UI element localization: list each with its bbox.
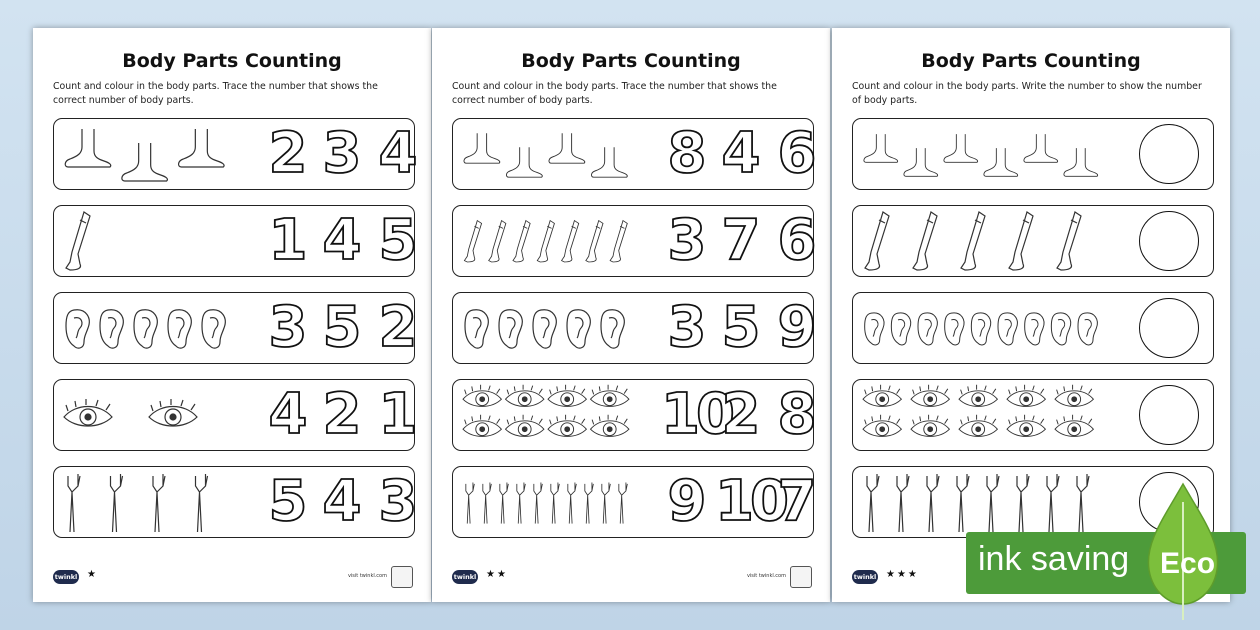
trace-number[interactable]: 4 bbox=[268, 382, 304, 447]
arm-icon bbox=[568, 482, 577, 523]
eye-icon bbox=[548, 415, 586, 437]
leg-icon bbox=[464, 221, 481, 262]
trace-number[interactable]: 4 bbox=[378, 121, 414, 186]
counting-row-leg bbox=[53, 205, 415, 277]
trace-number[interactable]: 10 bbox=[661, 382, 731, 447]
counting-row-eye bbox=[452, 379, 814, 451]
eye-icon bbox=[506, 415, 544, 437]
ear-icon bbox=[918, 313, 937, 345]
eye-icon bbox=[863, 385, 901, 407]
eye-icon bbox=[591, 385, 629, 407]
worksheet-title: Body Parts Counting bbox=[921, 50, 1141, 72]
ear-icon bbox=[945, 313, 964, 345]
arm-icon bbox=[1077, 474, 1089, 532]
difficulty-stars: ★ bbox=[87, 569, 98, 580]
worksheet-instructions: Count and colour in the body parts. Write the number to show the number of body parts. bbox=[852, 81, 1202, 106]
trace-number[interactable]: 1 bbox=[268, 208, 304, 273]
ear-icon bbox=[499, 310, 522, 348]
counting-row-eye bbox=[852, 379, 1214, 451]
arm-icon bbox=[957, 474, 969, 532]
counting-row-arm bbox=[53, 466, 415, 538]
foot-icon bbox=[984, 148, 1018, 176]
trace-number[interactable]: 7 bbox=[721, 208, 757, 273]
eye-icon bbox=[959, 415, 997, 437]
trace-number[interactable]: 6 bbox=[777, 208, 813, 273]
arm-icon bbox=[619, 482, 628, 523]
ear-icon bbox=[168, 310, 191, 348]
arm-icon bbox=[500, 482, 509, 523]
visit-link: visit twinkl.com bbox=[746, 573, 786, 579]
trace-number[interactable]: 7 bbox=[777, 469, 813, 534]
difficulty-stars: ★★ bbox=[486, 569, 508, 580]
leg-icon bbox=[66, 212, 90, 270]
arm-icon bbox=[483, 482, 492, 523]
counting-row-arm bbox=[452, 466, 814, 538]
trace-number[interactable]: 3 bbox=[378, 469, 414, 534]
ear-icon bbox=[66, 310, 89, 348]
arm-icon bbox=[1047, 474, 1059, 532]
trace-number[interactable]: 5 bbox=[322, 295, 358, 360]
counting-row-eye bbox=[53, 379, 415, 451]
trace-number[interactable]: 2 bbox=[322, 382, 358, 447]
arm-icon bbox=[517, 482, 526, 523]
ear-icon bbox=[891, 313, 910, 345]
difficulty-stars: ★★★ bbox=[886, 569, 919, 580]
trace-number[interactable]: 2 bbox=[378, 295, 414, 360]
counting-row-leg bbox=[852, 205, 1214, 277]
foot-icon bbox=[179, 129, 225, 167]
trace-number[interactable]: 2 bbox=[268, 121, 304, 186]
worksheet-title: Body Parts Counting bbox=[122, 50, 342, 72]
arm-icon bbox=[867, 474, 879, 532]
foot-icon bbox=[65, 129, 111, 167]
trace-number[interactable]: 2 bbox=[721, 382, 757, 447]
ear-icon bbox=[100, 310, 123, 348]
trace-number[interactable]: 3 bbox=[268, 295, 304, 360]
ear-icon bbox=[1051, 313, 1070, 345]
leg-icon bbox=[865, 212, 889, 270]
ink-saving-label: ink saving bbox=[978, 540, 1130, 578]
foot-icon bbox=[549, 133, 585, 163]
eye-icon bbox=[1007, 385, 1045, 407]
eye-icon bbox=[548, 385, 586, 407]
answer-circle[interactable] bbox=[1139, 385, 1199, 445]
arm-icon bbox=[897, 474, 909, 532]
quality-badge-icon bbox=[790, 566, 812, 588]
quality-badge-icon bbox=[391, 566, 413, 588]
leg-icon bbox=[961, 212, 985, 270]
eye-icon bbox=[463, 385, 501, 407]
eye-icon bbox=[1055, 415, 1093, 437]
eye-icon bbox=[149, 399, 197, 426]
arm-icon bbox=[551, 482, 560, 523]
worksheet-instructions: Count and colour in the body parts. Trace the number that shows the correct number of body parts. bbox=[53, 81, 378, 106]
answer-circle[interactable] bbox=[1139, 124, 1199, 184]
twinkl-logo: twinkl bbox=[852, 570, 878, 584]
leg-icon bbox=[913, 212, 937, 270]
foot-icon bbox=[1024, 134, 1058, 162]
eye-icon bbox=[911, 415, 949, 437]
visit-link: visit twinkl.com bbox=[347, 573, 387, 579]
arm-icon bbox=[1017, 474, 1029, 532]
eye-icon bbox=[1007, 415, 1045, 437]
eye-icon bbox=[506, 385, 544, 407]
arm-icon bbox=[68, 474, 80, 532]
eye-icon bbox=[911, 385, 949, 407]
foot-icon bbox=[944, 134, 978, 162]
trace-number[interactable]: 4 bbox=[322, 208, 358, 273]
arm-icon bbox=[927, 474, 939, 532]
counting-row-foot bbox=[852, 118, 1214, 190]
trace-number[interactable]: 5 bbox=[268, 469, 304, 534]
trace-number[interactable]: 8 bbox=[667, 121, 703, 186]
arm-icon bbox=[466, 482, 475, 523]
arm-icon bbox=[534, 482, 543, 523]
foot-icon bbox=[904, 148, 938, 176]
ear-icon bbox=[1078, 313, 1097, 345]
foot-icon bbox=[464, 133, 500, 163]
leg-icon bbox=[610, 221, 627, 262]
worksheet-footer bbox=[53, 568, 413, 588]
ear-icon bbox=[533, 310, 556, 348]
leg-icon bbox=[537, 221, 554, 262]
leg-icon bbox=[562, 221, 579, 262]
foot-icon bbox=[506, 147, 542, 177]
trace-number[interactable]: 9 bbox=[777, 295, 813, 360]
eco-badge-label: Eco bbox=[1160, 547, 1216, 580]
trace-number[interactable]: 3 bbox=[667, 295, 703, 360]
counting-row-ear bbox=[452, 292, 814, 364]
ear-icon bbox=[865, 313, 884, 345]
arm-icon bbox=[987, 474, 999, 532]
foot-icon bbox=[864, 134, 898, 162]
ear-icon bbox=[1025, 313, 1044, 345]
trace-number[interactable]: 4 bbox=[322, 469, 358, 534]
leg-icon bbox=[1009, 212, 1033, 270]
counting-row-ear bbox=[53, 292, 415, 364]
trace-number[interactable]: 3 bbox=[667, 208, 703, 273]
ear-icon bbox=[134, 310, 157, 348]
foot-icon bbox=[1064, 148, 1098, 176]
trace-number[interactable]: 10 bbox=[715, 469, 785, 534]
trace-number[interactable]: 5 bbox=[378, 208, 414, 273]
worksheet-2 bbox=[432, 28, 830, 602]
ear-icon bbox=[567, 310, 590, 348]
eye-icon bbox=[1055, 385, 1093, 407]
ear-icon bbox=[601, 310, 624, 348]
eye-icon bbox=[591, 415, 629, 437]
eye-icon bbox=[959, 385, 997, 407]
leg-icon bbox=[489, 221, 506, 262]
arm-icon bbox=[196, 474, 208, 532]
twinkl-logo: twinkl bbox=[53, 570, 79, 584]
arm-icon bbox=[153, 474, 165, 532]
trace-number[interactable]: 4 bbox=[721, 121, 757, 186]
trace-number[interactable]: 5 bbox=[721, 295, 757, 360]
foot-icon bbox=[591, 147, 627, 177]
eye-icon bbox=[463, 415, 501, 437]
answer-circle[interactable] bbox=[1139, 211, 1199, 271]
leg-icon bbox=[586, 221, 603, 262]
trace-number[interactable]: 8 bbox=[777, 382, 813, 447]
leg-icon bbox=[513, 221, 530, 262]
counting-row-foot bbox=[53, 118, 415, 190]
trace-number[interactable]: 1 bbox=[378, 382, 414, 447]
ear-icon bbox=[971, 313, 990, 345]
worksheet-title: Body Parts Counting bbox=[521, 50, 741, 72]
counting-row-foot bbox=[452, 118, 814, 190]
ear-icon bbox=[202, 310, 225, 348]
trace-number[interactable]: 9 bbox=[667, 469, 703, 534]
worksheet-instructions: Count and colour in the body parts. Trace the number that shows the correct number of body parts. bbox=[452, 81, 777, 106]
arm-icon bbox=[602, 482, 611, 523]
counting-row-ear bbox=[852, 292, 1214, 364]
counting-row-leg bbox=[452, 205, 814, 277]
eye-icon bbox=[863, 415, 901, 437]
worksheet-1 bbox=[33, 28, 431, 602]
answer-circle[interactable] bbox=[1139, 298, 1199, 358]
trace-number[interactable]: 3 bbox=[322, 121, 358, 186]
ear-icon bbox=[998, 313, 1017, 345]
foot-icon bbox=[122, 143, 168, 181]
worksheet-footer bbox=[452, 568, 812, 588]
arm-icon bbox=[585, 482, 594, 523]
twinkl-logo: twinkl bbox=[452, 570, 478, 584]
eye-icon bbox=[64, 399, 112, 426]
ear-icon bbox=[465, 310, 488, 348]
trace-number[interactable]: 6 bbox=[777, 121, 813, 186]
arm-icon bbox=[111, 474, 123, 532]
leg-icon bbox=[1057, 212, 1081, 270]
